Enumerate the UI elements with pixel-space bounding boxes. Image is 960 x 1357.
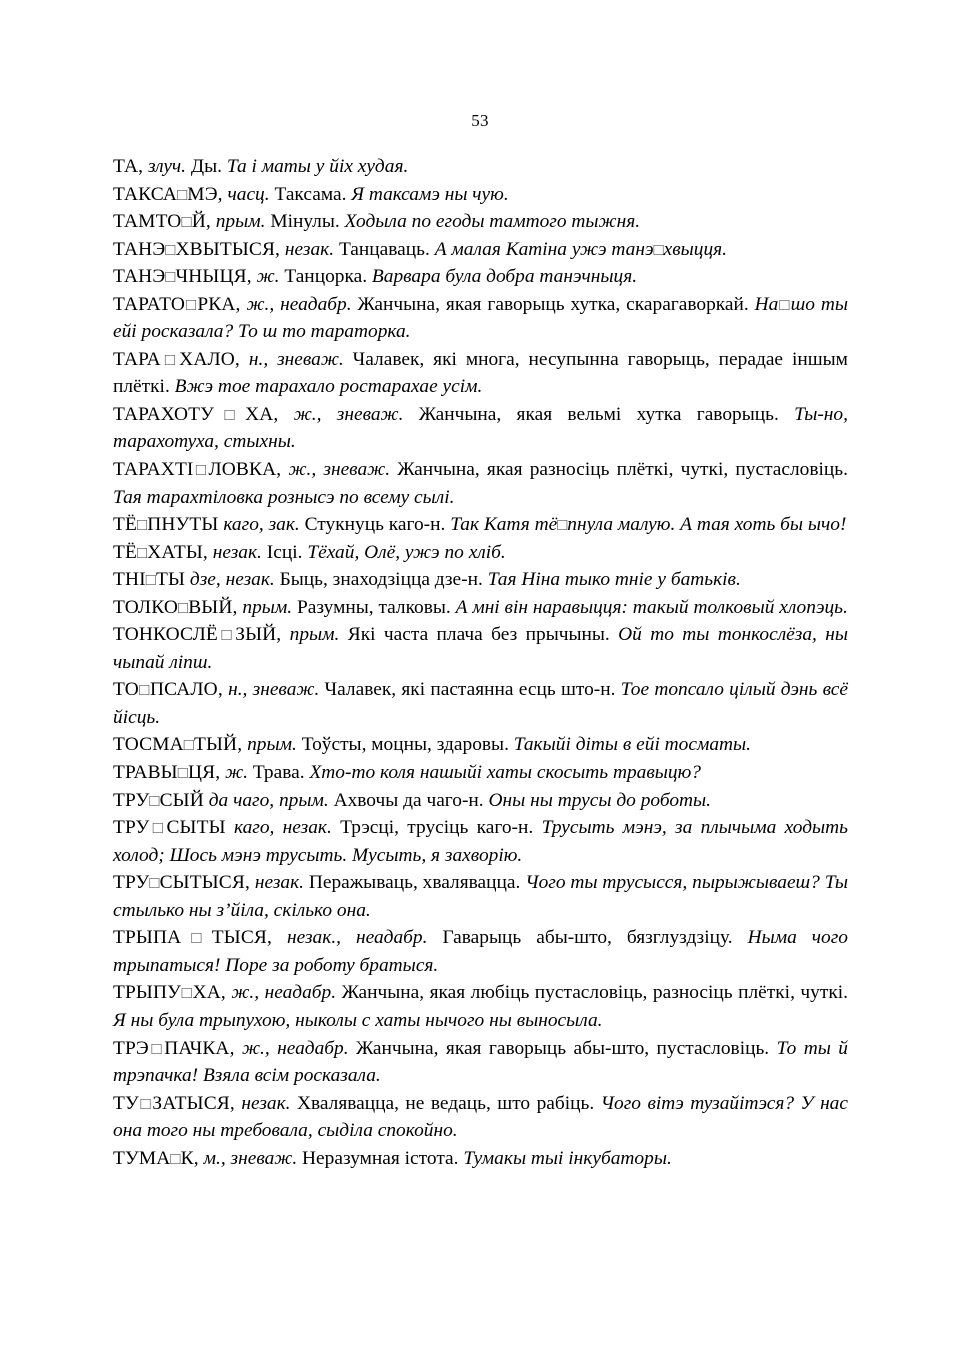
- entry-headword: ТО□ПСАЛО,: [113, 679, 223, 701]
- entry-definition: Неразумная істота.: [302, 1147, 459, 1169]
- entry-headword: ТРЫПУ□ХА,: [113, 982, 226, 1004]
- entry-definition: Хвалявацца, не ведаць, што рабіць.: [296, 1092, 595, 1114]
- entry-grammar: прым.: [289, 624, 340, 646]
- entry-grammar: ж., неадабр.: [231, 982, 337, 1004]
- entry-example: Ходыла по егоды тамтого тыжня.: [344, 211, 641, 233]
- entry-headword: ТОНКОСЛЁ□ЗЫЙ,: [113, 624, 282, 646]
- entry-definition: Трава.: [252, 762, 305, 784]
- entry-grammar: каго, незак.: [233, 817, 332, 839]
- entry-headword: ТОСМА□ТЫЙ,: [113, 734, 243, 756]
- entry-grammar: незак.: [284, 238, 335, 260]
- missing-glyph-box: □: [181, 212, 192, 232]
- entry-definition: Разумны, талковы.: [296, 596, 451, 618]
- entry-example: А мні він наравыцця: такый толковый хлопэць.: [455, 596, 848, 618]
- missing-glyph-box: □: [184, 294, 198, 314]
- entry-definition: Жанчына, якая гаворыць абы-што, пустасловіць.: [356, 1037, 770, 1059]
- entry-grammar: незак.: [212, 541, 262, 563]
- entry-example: Тая тарахтіловка рознысэ по всему сылі.: [113, 486, 455, 508]
- entry-headword: ТАНЭ□ЧНЫЦЯ,: [113, 266, 252, 288]
- entry-grammar: м., зневаж.: [203, 1147, 298, 1169]
- dictionary-entry: [113, 153, 848, 181]
- dictionary-entry: [113, 869, 848, 924]
- entry-example: Тёхай, Олё, ужэ по хліб.: [307, 541, 506, 563]
- dictionary-entry: [113, 621, 848, 676]
- missing-glyph-box: □: [183, 735, 194, 755]
- entry-example: Тая Ніна тыко тніе у батьків.: [487, 569, 741, 591]
- entry-example: На□шо ты ейі росказала? То ш то тараторка.: [113, 293, 848, 343]
- entry-definition: Ісці.: [266, 541, 303, 563]
- entry-grammar: прым.: [247, 734, 297, 756]
- dictionary-entry: [113, 539, 848, 567]
- entry-definition: Чалавек, які многа, несупынна гаворыць, перадае іншым плёткі.: [113, 348, 848, 398]
- missing-glyph-box: □: [160, 349, 180, 369]
- entry-grammar: ж., зневаж.: [293, 403, 404, 425]
- missing-glyph-box: □: [170, 1148, 181, 1168]
- entry-headword: ТАРАТО□РКА,: [113, 293, 241, 315]
- dictionary-entry: [113, 291, 848, 346]
- entry-definition: Танцорка.: [284, 266, 368, 288]
- entry-example: Я таксамэ ны чую.: [351, 183, 509, 205]
- entry-grammar: ж.: [256, 266, 280, 288]
- entry-grammar: незак., неадабр.: [287, 927, 428, 949]
- entry-example: Вжэ тое тарахало ростарахае усім.: [174, 376, 483, 398]
- entry-headword: ТРУ□СЫТЫ: [113, 817, 226, 839]
- entry-example: Оны ны трусы до роботы.: [488, 789, 712, 811]
- entry-grammar: злуч.: [148, 156, 187, 177]
- entry-headword: ТРАВЫ□ЦЯ,: [113, 762, 221, 784]
- missing-glyph-box: □: [148, 1038, 165, 1058]
- entry-grammar: дзе, незак.: [189, 569, 275, 591]
- dictionary-entry: [113, 759, 848, 787]
- missing-glyph-box: □: [145, 570, 156, 590]
- entry-headword: ТУ□ЗАТЫСЯ,: [113, 1092, 235, 1114]
- entry-headword: ТОЛКО□ВЫЙ,: [113, 596, 238, 618]
- entry-grammar: да чаго, прым.: [208, 789, 329, 811]
- page-number: 53: [471, 111, 489, 130]
- dictionary-entry-list: [113, 153, 848, 1172]
- missing-glyph-box: □: [213, 404, 246, 424]
- dictionary-entry: [113, 1090, 848, 1145]
- entry-grammar: прым.: [215, 211, 266, 233]
- missing-glyph-box: □: [177, 597, 189, 617]
- entry-example: Такыйі діты в ейі тосматы.: [513, 734, 752, 756]
- missing-glyph-box: □: [149, 790, 160, 810]
- missing-glyph-box: □: [217, 625, 236, 645]
- missing-glyph-box: □: [165, 267, 176, 287]
- entry-grammar: ж., зневаж.: [288, 459, 391, 481]
- dictionary-entry: [113, 1145, 848, 1173]
- entry-example: Варвара була добра танэчныця.: [371, 266, 638, 288]
- entry-example: Я ны була трыпухою, ныколы с хаты нычого ны выносыла.: [113, 1009, 603, 1031]
- entry-grammar: незак.: [241, 1092, 291, 1114]
- dictionary-entry: [113, 1035, 848, 1090]
- entry-grammar: ж., неадабр.: [246, 293, 352, 315]
- entry-example: Чого ты трусысся, пырыжываеш? Ты стылько ны з’йіла, скілько она.: [113, 872, 848, 921]
- entry-example: Трусыть мэнэ, за плычыма ходыть холод; Шось мэнэ трусыть. Мусыть, я захворію.: [113, 817, 848, 866]
- entry-example: Ныма чого трыпатыся! Поре за роботу братыся.: [113, 927, 848, 976]
- entry-example: Ой то ты тонкослёза, ны чыпай ліпш.: [113, 624, 849, 673]
- entry-example: Тое топсало цілый дэнь всё йісць.: [113, 679, 848, 728]
- entry-headword: ТАКСА□МЭ,: [113, 183, 223, 205]
- entry-example: Ты-но, тарахотуха, стыхны.: [113, 403, 848, 453]
- entry-example: Чого вітэ тузайітэся? У нас она того ны требовала, сыділа спокойно.: [113, 1092, 848, 1142]
- dictionary-entry: [113, 566, 848, 594]
- entry-example: Так Катя тё□пнула малую. А тая хоть бы ычо!: [450, 514, 847, 536]
- entry-definition: Жанчына, якая любіць пустасловіць, разносіць плёткі, чуткі.: [341, 982, 848, 1004]
- entry-grammar: н., зневаж.: [228, 679, 320, 701]
- missing-glyph-box: □: [165, 239, 176, 259]
- dictionary-entry: [113, 787, 848, 815]
- entry-definition: Таксама.: [274, 183, 347, 205]
- entry-definition: Трэсці, трусіць каго-н.: [340, 817, 534, 839]
- missing-glyph-box: □: [193, 460, 209, 480]
- dictionary-entry: [113, 236, 848, 264]
- missing-glyph-box: □: [137, 515, 148, 535]
- entry-grammar: н., зневаж.: [248, 348, 344, 370]
- dictionary-entry: [113, 511, 848, 539]
- missing-glyph-box: □: [138, 680, 150, 700]
- entry-definition: Жанчына, якая гаворыць хутка, скарагаворкай.: [357, 293, 749, 315]
- entry-example: Та і маты у йіх худая.: [226, 156, 409, 177]
- dictionary-entry: [113, 456, 848, 511]
- entry-example: Хто-то коля нашыйі хаты скосыть травыцю?: [309, 762, 701, 784]
- missing-glyph-box: □: [149, 818, 167, 838]
- entry-example: А малая Катіна ужэ танэ□хвыцця.: [434, 238, 728, 260]
- missing-glyph-box: □: [653, 239, 664, 259]
- entry-example: Тумакы тыі інкубаторы.: [463, 1147, 672, 1169]
- entry-grammar: ж., неадабр.: [242, 1037, 349, 1059]
- entry-headword: ТАРАХОТУ□ХА,: [113, 403, 279, 425]
- dictionary-entry: [113, 401, 848, 456]
- entry-headword: ТАРА□ХАЛО,: [113, 348, 240, 370]
- dictionary-entry: [113, 924, 848, 979]
- missing-glyph-box: □: [778, 294, 791, 314]
- missing-glyph-box: □: [138, 1093, 153, 1113]
- entry-definition: Ды.: [190, 156, 223, 177]
- dictionary-entry: [113, 731, 848, 759]
- dictionary-entry: [113, 814, 848, 869]
- missing-glyph-box: □: [557, 515, 568, 535]
- entry-headword: ТРЭ□ПАЧКА,: [113, 1037, 235, 1059]
- missing-glyph-box: □: [177, 763, 188, 783]
- missing-glyph-box: □: [149, 873, 160, 893]
- entry-definition: Стукнуць каго-н.: [304, 514, 446, 536]
- missing-glyph-box: □: [137, 542, 148, 562]
- entry-headword: ТАМТО□Й,: [113, 211, 211, 233]
- dictionary-entry: [113, 676, 848, 731]
- entry-definition: Гаварыць абы-што, бязглуздзіцу.: [442, 927, 733, 949]
- entry-headword: ТА,: [113, 156, 144, 177]
- missing-glyph-box: □: [177, 184, 188, 204]
- dictionary-entry: [113, 181, 848, 209]
- entry-grammar: ж.: [225, 762, 248, 784]
- entry-grammar: незак.: [254, 872, 304, 894]
- dictionary-entry: [113, 208, 848, 236]
- entry-definition: Жанчына, якая разносіць плёткі, чуткі, пустасловіць.: [397, 459, 848, 481]
- entry-definition: Быць, знаходзіцца дзе-н.: [279, 569, 483, 591]
- dictionary-entry: [113, 346, 848, 401]
- entry-definition: Жанчына, якая вельмі хутка гаворыць.: [418, 403, 779, 425]
- entry-headword: ТУМА□К,: [113, 1147, 199, 1169]
- entry-grammar: каго, зак.: [223, 514, 300, 536]
- entry-definition: Які часта плача без прычыны.: [347, 624, 610, 646]
- entry-definition: Чалавек, які пастаянна есць што-н.: [324, 679, 616, 701]
- entry-headword: ТРУ□СЫТЫСЯ,: [113, 872, 250, 894]
- entry-definition: Ахвочы да чаго-н.: [333, 789, 484, 811]
- entry-definition: Танцаваць.: [338, 238, 430, 260]
- entry-definition: Перажываць, хвалявацца.: [308, 872, 521, 894]
- entry-headword: ТРЫПА□ТЫСЯ,: [113, 927, 273, 949]
- entry-definition: Мінулы.: [270, 211, 340, 233]
- entry-example: То ты й трэпачка! Взяла всім росказала.: [113, 1037, 848, 1087]
- missing-glyph-box: □: [181, 928, 212, 948]
- entry-grammar: прым.: [242, 596, 293, 618]
- entry-definition: Тоўсты, моцны, здаровы.: [301, 734, 509, 756]
- dictionary-entry: [113, 263, 848, 291]
- entry-headword: ТАНЭ□ХВЫТЫСЯ,: [113, 238, 281, 260]
- entry-headword: ТРУ□СЫЙ: [113, 789, 204, 811]
- entry-headword: ТАРАХТІ□ЛОВКА,: [113, 459, 282, 481]
- dictionary-entry: [113, 594, 848, 622]
- dictionary-entry: [113, 979, 848, 1034]
- entry-headword: ТЁ□ХАТЫ,: [113, 541, 208, 563]
- missing-glyph-box: □: [181, 983, 193, 1003]
- entry-headword: ТЁ□ПНУТЫ: [113, 514, 219, 536]
- entry-grammar: часц.: [227, 183, 270, 205]
- entry-headword: ТНІ□ТЫ: [113, 569, 186, 591]
